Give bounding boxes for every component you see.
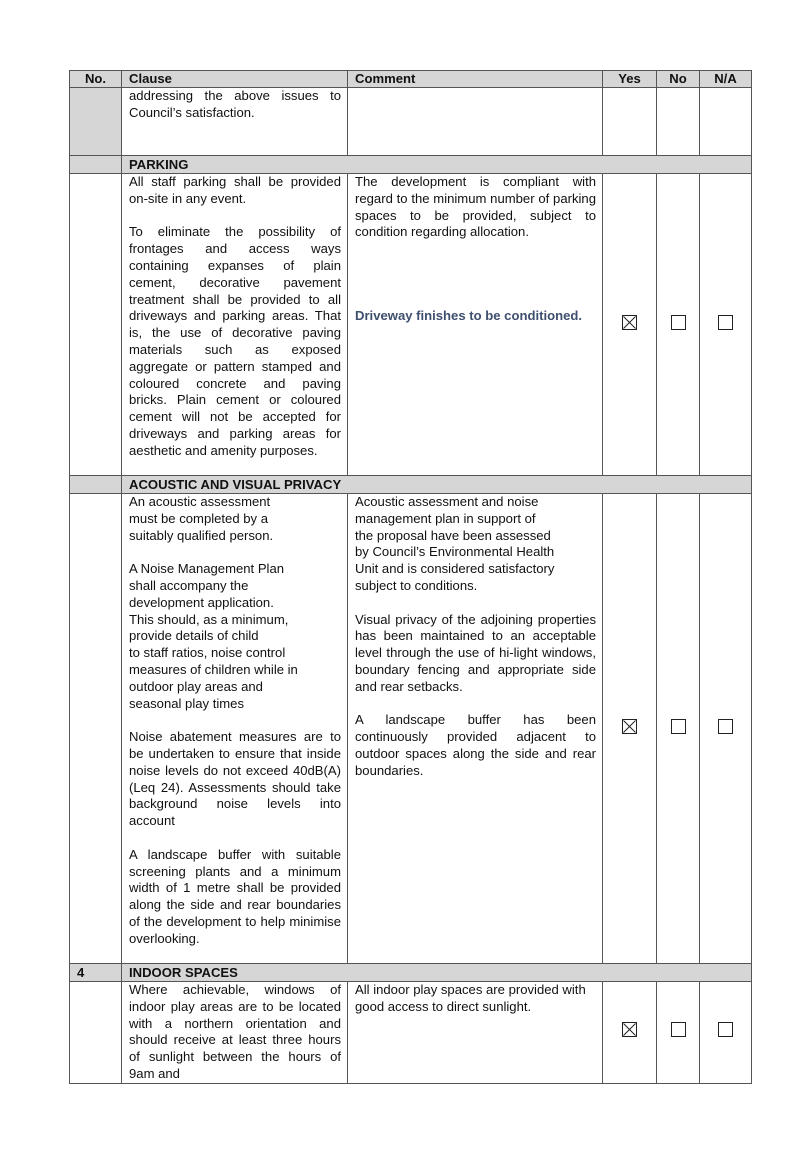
- table-row-acoustic: [70, 494, 752, 964]
- comment-text: A landscape buffer has been continuously provided adjacent to outdoor spaces along the side and rear boundaries.: [355, 712, 596, 778]
- na-cell: [700, 174, 752, 476]
- yes-checkbox[interactable]: [622, 719, 637, 734]
- no-checkbox[interactable]: [671, 315, 686, 330]
- clause-cell: [122, 982, 348, 1084]
- section-title: ACOUSTIC AND VISUAL PRIVACY: [122, 476, 752, 494]
- na-checkbox[interactable]: [718, 315, 733, 330]
- yes-cell: [603, 494, 657, 964]
- clause-cell: [122, 494, 348, 964]
- table-row-indoor: [70, 982, 752, 1084]
- comment-text: Acoustic assessment and noise management plan in support of the proposal have been assessed by Council’s Environmental Health Unit and is considered satisfactory subject to conditions.: [355, 494, 555, 593]
- section-row-parking: [70, 156, 752, 174]
- no-cell: [657, 88, 700, 156]
- na-checkbox[interactable]: [718, 1022, 733, 1037]
- no-checkbox[interactable]: [671, 719, 686, 734]
- header-clause: Clause: [122, 71, 348, 88]
- comment-cell: [348, 982, 603, 1084]
- header-no: No.: [70, 71, 122, 88]
- yes-cell: [603, 982, 657, 1084]
- comment-cell: [348, 174, 603, 476]
- header-row: [70, 71, 752, 88]
- clause-cell: [122, 174, 348, 476]
- na-cell: [700, 494, 752, 964]
- row-number-cell: [70, 982, 122, 1084]
- na-cell: [700, 88, 752, 156]
- table-row-parking: [70, 174, 752, 476]
- clause-text: All staff parking shall be provided on-site in any event.: [129, 174, 341, 206]
- table-row: [70, 88, 752, 156]
- clause-cell: [122, 88, 348, 156]
- no-cell: [657, 494, 700, 964]
- comment-cell: [348, 494, 603, 964]
- no-cell: [657, 174, 700, 476]
- row-number-cell: [70, 174, 122, 476]
- clause-text: An acoustic assessment must be completed by a suitably qualified person.: [129, 494, 274, 543]
- clause-text: A landscape buffer with suitable screening plants and a minimum width of 1 metre shall be provided along the side and rear boundaries of the development to help minimise overlooking.: [129, 846, 341, 946]
- no-cell: [657, 982, 700, 1084]
- comment-highlight-text: Driveway finishes to be conditioned.: [355, 308, 582, 324]
- na-checkbox[interactable]: [718, 719, 733, 734]
- section-title: PARKING: [122, 156, 752, 174]
- section-number: 4: [70, 964, 122, 982]
- clause-text: To eliminate the possibility of frontages and access ways containing expanses of plain cement, decorative pavement treatment shall be provided to all driveways and parking areas. That is, the use of decorative paving materials such as exposed aggregate or pattern stamped and coloured concrete and paving bricks. Plain cement or coloured cement will not be accepted for driveways and parking areas for aesthetic and amenity purposes.: [129, 224, 341, 458]
- na-cell: [700, 982, 752, 1084]
- yes-checkbox[interactable]: [622, 315, 637, 330]
- header-na: N/A: [700, 71, 752, 88]
- comment-text: The development is compliant with regard to the minimum number of parking spaces to be provided, subject to condition regarding allocation.: [355, 174, 596, 240]
- header-comment: Comment: [348, 71, 603, 88]
- section-number: [70, 156, 122, 174]
- header-no-col: No: [657, 71, 700, 88]
- yes-checkbox[interactable]: [622, 1022, 637, 1037]
- yes-cell: [603, 88, 657, 156]
- section-row-acoustic: [70, 476, 752, 494]
- clause-text: A Noise Management Plan shall accompany the development application. This should, as a minimum, provide details of child to staff ratios, noise control measures of children while in outdoor play areas and seasonal play times: [129, 561, 298, 711]
- checklist-page: [69, 70, 751, 1084]
- header-yes: Yes: [603, 71, 657, 88]
- row-number-cell: [70, 494, 122, 964]
- compliance-table: [69, 70, 752, 1084]
- comment-text: Visual privacy of the adjoining properties has been maintained to an acceptable level through the use of hi-light windows, boundary fencing and appropriate side and rear setbacks.: [355, 611, 596, 694]
- row-number-cell: [70, 88, 122, 156]
- no-checkbox[interactable]: [671, 1022, 686, 1037]
- yes-cell: [603, 174, 657, 476]
- clause-text: Where achievable, windows of indoor play areas are to be located with a northern orientation and should receive at least three hours of sunlight between the hours of 9am and: [129, 982, 341, 1081]
- comment-cell: [348, 88, 603, 156]
- clause-text: addressing the above issues to Council’s satisfaction.: [129, 88, 341, 120]
- section-number: [70, 476, 122, 494]
- section-title: INDOOR SPACES: [122, 964, 752, 982]
- clause-text: Noise abatement measures are to be undertaken to ensure that inside noise levels do not exceed 40dB(A) (Leq 24). Assessments should take background noise levels into account: [129, 729, 341, 829]
- comment-text: All indoor play spaces are provided with good access to direct sunlight.: [355, 982, 586, 1014]
- section-row-indoor: [70, 964, 752, 982]
